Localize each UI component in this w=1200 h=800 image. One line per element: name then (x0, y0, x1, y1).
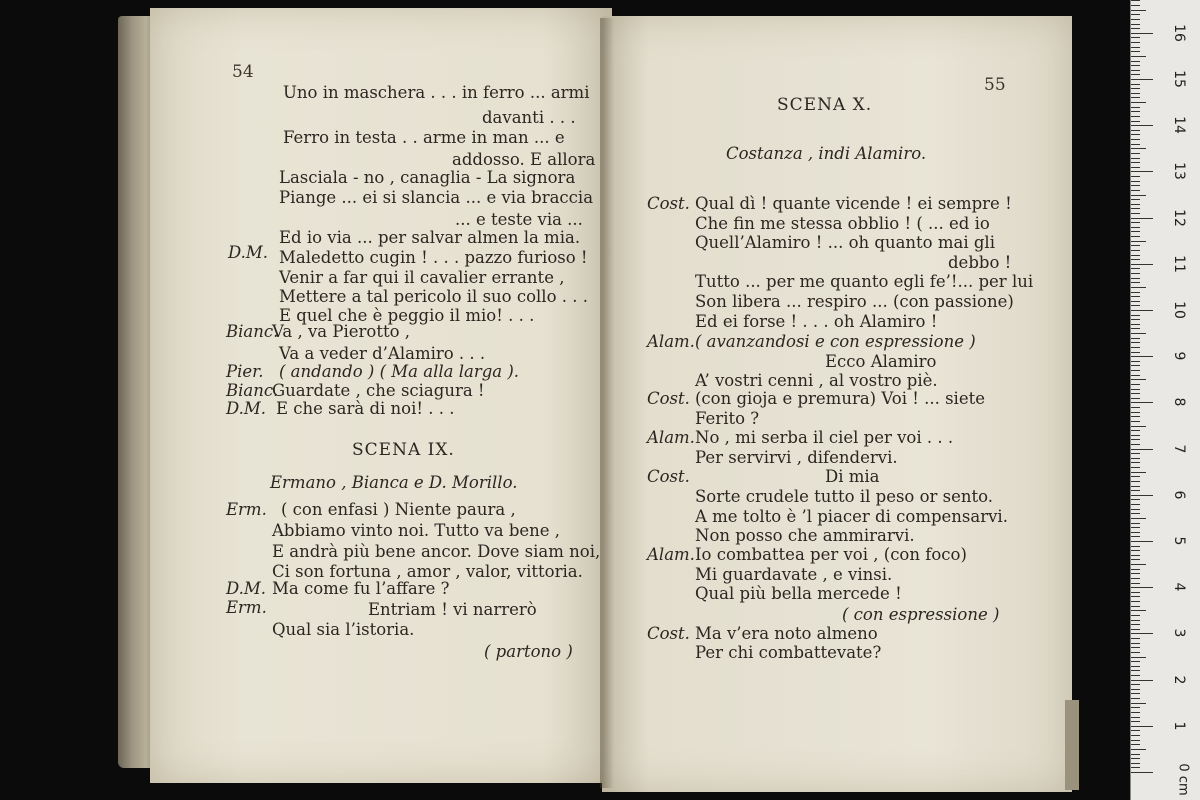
book-bottom-edge (1065, 700, 1079, 790)
ruler-tick (1131, 65, 1140, 66)
ruler-tick (1131, 615, 1140, 616)
ruler-tick (1131, 592, 1140, 593)
verse-line: Ma v’era noto almeno (695, 624, 878, 643)
ruler-tick (1131, 481, 1140, 482)
ruler-tick (1131, 245, 1140, 246)
ruler-tick (1131, 259, 1140, 260)
verse-line: addosso. E allora (452, 150, 596, 169)
ruler-tick (1131, 315, 1140, 316)
ruler-tick (1131, 333, 1146, 334)
ruler-tick (1131, 56, 1146, 57)
stage-direction: ( con espressione ) (842, 605, 1000, 624)
verse-line: Qual sia l’istoria. (272, 620, 415, 639)
ruler-tick (1131, 573, 1140, 574)
verse-line: davanti . . . (482, 108, 576, 127)
ruler-tick (1131, 426, 1146, 427)
ruler-tick (1131, 421, 1140, 422)
verse-line: No , mi serba il ciel per voi . . . (695, 428, 954, 447)
ruler-tick (1131, 559, 1140, 560)
ruler-tick (1131, 199, 1140, 200)
verse-line: debbo ! (948, 253, 1012, 272)
stage-direction: ( andando ) ( Ma alla larga ). (279, 362, 520, 381)
ruler-tick (1131, 134, 1140, 135)
ruler-tick (1131, 282, 1140, 283)
ruler-tick (1131, 513, 1140, 514)
ruler-tick (1131, 24, 1140, 25)
verse-line: Ferro in testa . . arme in man ... e (283, 128, 565, 147)
ruler-tick (1131, 328, 1140, 329)
ruler-tick (1131, 467, 1140, 468)
ruler-tick (1131, 107, 1140, 108)
speaker-label: Cost. (647, 194, 690, 213)
ruler-tick (1131, 305, 1140, 306)
ruler-tick (1131, 342, 1140, 343)
ruler-tick (1131, 324, 1140, 325)
ruler-tick (1131, 139, 1140, 140)
ruler-tick (1131, 111, 1140, 112)
speaker-label: Alam. (647, 332, 695, 351)
ruler-tick (1131, 116, 1140, 117)
speaker-label: Erm. (226, 598, 267, 617)
ruler-tick (1131, 236, 1140, 237)
ruler-tick (1131, 14, 1140, 15)
ruler-tick (1131, 638, 1140, 639)
ruler-tick (1131, 772, 1153, 773)
ruler-number: 1 (1171, 721, 1187, 731)
ruler-tick (1131, 158, 1140, 159)
ruler-tick (1131, 250, 1140, 251)
ruler-tick (1131, 93, 1140, 94)
ruler-tick (1131, 144, 1140, 145)
ruler-tick (1131, 629, 1140, 630)
speaker-label: Cost. (647, 389, 690, 408)
ruler-tick (1131, 666, 1140, 667)
verse-line: Di mia (825, 467, 880, 486)
verse-line: Abbiamo vinto noi. Tutto va bene , (272, 521, 561, 540)
ruler-tick (1131, 527, 1140, 528)
ruler-tick (1131, 88, 1140, 89)
stage-direction: ( partono ) (484, 642, 573, 661)
ruler-tick (1131, 518, 1146, 519)
ruler-tick (1131, 555, 1140, 556)
verse-line: Lasciala - no , canaglia - La signora (279, 168, 576, 187)
verse-line: Son libera ... respiro ... (con passione) (695, 292, 1014, 311)
verse-line: Qual più bella mercede ! (695, 584, 902, 603)
ruler-tick (1131, 153, 1140, 154)
ruler-tick (1131, 726, 1153, 727)
ruler-tick (1131, 47, 1140, 48)
stage-direction: ( avanzandosi e con espressione ) (695, 332, 976, 351)
ruler-tick (1131, 601, 1140, 602)
ruler-tick (1131, 550, 1140, 551)
ruler-number: 12 (1171, 208, 1187, 227)
ruler-tick (1131, 652, 1140, 653)
ruler-tick (1131, 278, 1140, 279)
scale-ruler (1130, 0, 1200, 800)
ruler-number: 5 (1171, 536, 1187, 546)
ruler-tick (1131, 569, 1140, 570)
ruler-tick (1131, 10, 1146, 11)
ruler-tick (1131, 190, 1140, 191)
ruler-tick (1131, 398, 1140, 399)
ruler-tick (1131, 430, 1140, 431)
ruler-tick (1131, 264, 1153, 265)
ruler-number: 14 (1171, 116, 1187, 135)
ruler-tick (1131, 767, 1140, 768)
verse-line: Mettere a tal pericolo il suo collo . . . (279, 287, 588, 306)
ruler-number: 11 (1171, 254, 1187, 273)
ruler-tick (1131, 70, 1140, 71)
ruler-tick (1131, 647, 1140, 648)
ruler-tick (1131, 33, 1153, 34)
ruler-tick (1131, 338, 1140, 339)
verse-line: E quel che è peggio il mio! . . . (279, 306, 535, 325)
verse-line: Non posso che ammirarvi. (695, 526, 915, 545)
speaker-label: D.M. (228, 243, 269, 262)
ruler-tick (1131, 222, 1140, 223)
ruler-tick (1131, 296, 1140, 297)
ruler-tick (1131, 97, 1140, 98)
ruler-tick (1131, 680, 1153, 681)
ruler-tick (1131, 596, 1140, 597)
ruler-tick (1131, 268, 1140, 269)
verse-line: Tutto ... per me quanto egli fe’!... per lui (695, 272, 1034, 291)
verse-line: Mi guardavate , e vinsi. (695, 565, 893, 584)
ruler-tick (1131, 255, 1140, 256)
ruler-tick (1131, 490, 1140, 491)
ruler-tick (1131, 564, 1146, 565)
ruler-tick (1131, 754, 1140, 755)
ruler-tick (1131, 684, 1140, 685)
verse-line: Ferito ? (695, 409, 760, 428)
ruler-tick (1131, 74, 1140, 75)
ruler-tick (1131, 620, 1140, 621)
speaker-label: Cost. (647, 467, 690, 486)
verse-line: Ma come fu l’affare ? (272, 579, 450, 598)
ruler-tick (1131, 241, 1146, 242)
ruler-tick (1131, 384, 1140, 385)
ruler-tick (1131, 365, 1140, 366)
ruler-tick (1131, 536, 1140, 537)
ruler-tick (1131, 610, 1146, 611)
verse-line: Ed ei forse ! . . . oh Alamiro ! (695, 312, 938, 331)
verse-line: Maledetto cugin ! . . . pazzo furioso ! (279, 248, 588, 267)
ruler-tick (1131, 370, 1140, 371)
ruler-tick (1131, 208, 1140, 209)
ruler-tick (1131, 763, 1140, 764)
ruler-tick (1131, 148, 1146, 149)
verse-line: A’ vostri cenni , al vostro piè. (695, 371, 938, 390)
ruler-tick (1131, 453, 1140, 454)
ruler-tick (1131, 458, 1140, 459)
ruler-tick (1131, 204, 1140, 205)
ruler-tick (1131, 361, 1140, 362)
ruler-tick (1131, 176, 1140, 177)
ruler-tick (1131, 661, 1140, 662)
ruler-tick (1131, 0, 1140, 1)
ruler-tick (1131, 583, 1140, 584)
ruler-number: 13 (1171, 162, 1187, 181)
ruler-tick (1131, 227, 1140, 228)
scene-characters: Costanza , indi Alamiro. (726, 144, 927, 163)
ruler-tick (1131, 301, 1140, 302)
ruler-number: 9 (1171, 351, 1187, 361)
verse-line: Va , va Pierotto , (272, 322, 411, 341)
verse-line: Piange ... ei si slancia ... e via braccia (279, 188, 594, 207)
ruler-tick (1131, 181, 1140, 182)
ruler-tick (1131, 504, 1140, 505)
ruler-tick (1131, 218, 1153, 219)
ruler-tick (1131, 102, 1146, 103)
ruler-tick (1131, 495, 1153, 496)
ruler-unit-label: 0 cm (1175, 763, 1191, 796)
ruler-tick (1131, 185, 1140, 186)
ruler-tick (1131, 439, 1140, 440)
verse-line: Va a veder d’Alamiro . . . (279, 344, 486, 363)
ruler-tick (1131, 509, 1140, 510)
verse-line: Entriam ! vi narrerò (368, 600, 537, 619)
ruler-tick (1131, 703, 1146, 704)
verse-line: Sorte crudele tutto il peso or sento. (695, 487, 994, 506)
ruler-tick (1131, 389, 1140, 390)
ruler-tick (1131, 462, 1140, 463)
ruler-tick (1131, 273, 1140, 274)
ruler-tick (1131, 162, 1140, 163)
ruler-tick (1131, 578, 1140, 579)
ruler-tick (1131, 416, 1140, 417)
verse-line: Ed io via ... per salvar almen la mia. (279, 228, 581, 247)
ruler-number: 6 (1171, 490, 1187, 500)
ruler-tick (1131, 730, 1140, 731)
ruler-tick (1131, 407, 1140, 408)
verse-line: Per servirvi , difendervi. (695, 448, 898, 467)
ruler-tick (1131, 546, 1140, 547)
scene-heading: SCENA IX. (352, 440, 455, 460)
ruler-tick (1131, 735, 1140, 736)
ruler-tick (1131, 689, 1140, 690)
ruler-tick (1131, 125, 1153, 126)
ruler-tick (1131, 347, 1140, 348)
ruler-tick (1131, 486, 1140, 487)
ruler-tick (1131, 717, 1140, 718)
ruler-tick (1131, 402, 1153, 403)
ruler-tick (1131, 37, 1140, 38)
ruler-number: 10 (1171, 301, 1187, 319)
ruler-tick (1131, 42, 1140, 43)
ruler-number: 2 (1171, 675, 1187, 685)
ruler-tick (1131, 670, 1140, 671)
speaker-label: D.M. (226, 399, 267, 418)
ruler-tick (1131, 523, 1140, 524)
ruler-tick (1131, 19, 1140, 20)
verse-line: Guardate , che sciagura ! (272, 381, 485, 400)
ruler-tick (1131, 292, 1140, 293)
ruler-tick (1131, 356, 1153, 357)
verse-line: Ci son fortuna , amor , valor, vittoria. (272, 562, 583, 581)
verse-line: Qual dì ! quante vicende ! ei sempre ! (695, 194, 1012, 213)
ruler-tick (1131, 375, 1140, 376)
ruler-tick (1131, 231, 1140, 232)
ruler-tick (1131, 707, 1140, 708)
ruler-number: 3 (1171, 628, 1187, 638)
ruler-tick (1131, 51, 1140, 52)
ruler-number: 16 (1171, 23, 1187, 42)
ruler-tick (1131, 744, 1140, 745)
ruler-tick (1131, 28, 1140, 29)
ruler-tick (1131, 472, 1146, 473)
verse-line: Per chi combattevate? (695, 643, 882, 662)
ruler-tick (1131, 712, 1140, 713)
verse-line: Io combattea per voi , (con foco) (695, 545, 967, 564)
ruler-tick (1131, 587, 1153, 588)
ruler-tick (1131, 171, 1153, 172)
ruler-tick (1131, 449, 1153, 450)
ruler-tick (1131, 499, 1140, 500)
verse-line: Quell’Alamiro ! ... oh quanto mai gli (695, 233, 995, 252)
page-number-right: 55 (984, 75, 1006, 95)
ruler-tick (1131, 435, 1140, 436)
ruler-tick (1131, 444, 1140, 445)
ruler-tick (1131, 476, 1140, 477)
ruler-tick (1131, 167, 1140, 168)
ruler-tick (1131, 412, 1140, 413)
ruler-tick (1131, 643, 1140, 644)
ruler-tick (1131, 624, 1140, 625)
verse-line: Venir a far qui il cavalier errante , (279, 268, 565, 287)
ruler-tick (1131, 698, 1140, 699)
scene-characters: Ermano , Bianca e D. Morillo. (270, 473, 518, 492)
ruler-tick (1131, 758, 1140, 759)
ruler-tick (1131, 121, 1140, 122)
ruler-number: 4 (1171, 582, 1187, 592)
verse-line: E andrà più bene ancor. Dove siam noi, (272, 542, 601, 561)
verse-line: Uno in maschera . . . in ferro ... armi (283, 83, 590, 102)
ruler-tick (1131, 633, 1153, 634)
book-gutter (600, 18, 614, 788)
ruler-tick (1131, 352, 1140, 353)
ruler-tick (1131, 5, 1140, 6)
scene-heading: SCENA X. (777, 95, 873, 115)
ruler-number: 7 (1171, 444, 1187, 454)
ruler-tick (1131, 310, 1153, 311)
verse-line: Ecco Alamiro (825, 352, 937, 371)
speaker-label: Cost. (647, 624, 690, 643)
ruler-tick (1131, 657, 1146, 658)
verse-line: Che fin me stessa obblio ! ( ... ed io (695, 214, 990, 233)
ruler-tick (1131, 213, 1140, 214)
ruler-tick (1131, 287, 1146, 288)
ruler-tick (1131, 749, 1146, 750)
verse-line: ( con enfasi ) Niente paura , (281, 500, 516, 519)
page-number-left: 54 (232, 62, 254, 82)
ruler-tick (1131, 319, 1140, 320)
speaker-label: Pier. (226, 362, 264, 381)
speaker-label: Erm. (226, 500, 267, 519)
ruler-number: 8 (1171, 397, 1187, 407)
ruler-tick (1131, 379, 1146, 380)
ruler-tick (1131, 84, 1140, 85)
speaker-label: D.M. (226, 579, 267, 598)
verse-line: A me tolto è ’l piacer di compensarvi. (695, 507, 1008, 526)
speaker-label: Bianc. (226, 322, 279, 341)
ruler-tick (1131, 541, 1153, 542)
ruler-tick (1131, 79, 1153, 80)
ruler-tick (1131, 606, 1140, 607)
speaker-label: Alam. (647, 545, 695, 564)
verse-line: ... e teste via ... (455, 210, 583, 229)
verse-line: (con gioja e premura) Voi ! ... siete (695, 389, 985, 408)
ruler-tick (1131, 130, 1140, 131)
verse-line: E che sarà di noi! . . . (276, 399, 455, 418)
ruler-tick (1131, 693, 1140, 694)
ruler-number: 15 (1171, 70, 1187, 88)
ruler-tick (1131, 532, 1140, 533)
ruler-tick (1131, 195, 1146, 196)
ruler-tick (1131, 721, 1140, 722)
ruler-tick (1131, 61, 1140, 62)
speaker-label: Alam. (647, 428, 695, 447)
speaker-label: Bianc. (226, 381, 279, 400)
ruler-tick (1131, 393, 1140, 394)
ruler-tick (1131, 740, 1140, 741)
ruler-tick (1131, 675, 1140, 676)
